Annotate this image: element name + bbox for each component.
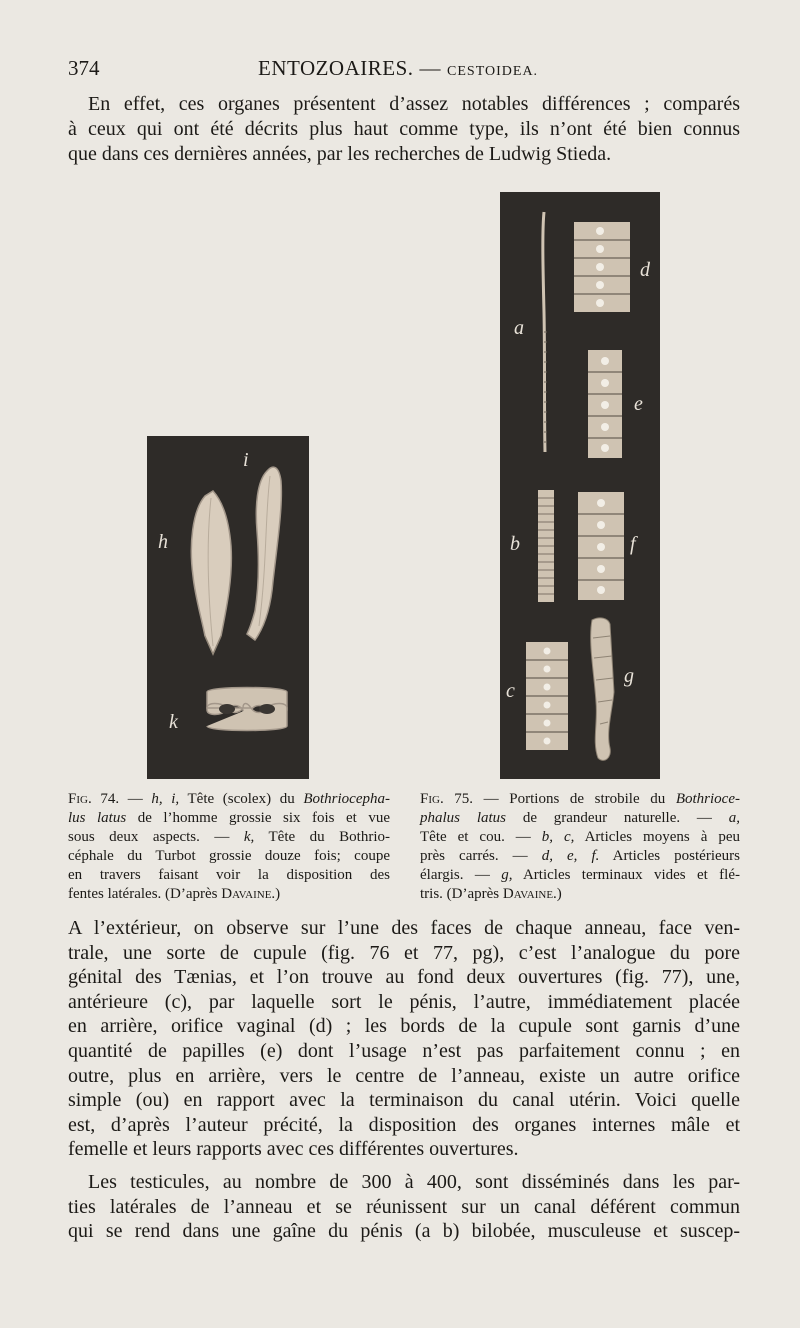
text-line: qui se rend dans une gaîne du pénis (a b) bilobée, musculeuse et suscep-	[68, 1220, 740, 1243]
posterior-segments-e	[588, 350, 622, 458]
label-h: h	[158, 531, 168, 553]
running-title	[258, 56, 538, 81]
label-k: k	[169, 711, 178, 733]
body-paragraph-3	[68, 1170, 740, 1244]
middle-segments-b	[538, 490, 554, 602]
caption-line: Fig. 74. — h, i, Tête (scolex) du Bothriocepha-	[68, 791, 390, 807]
caption-line: sous deux aspects. — k, Tête du Bothrio-	[68, 829, 390, 845]
text-line: à ceux qui ont été décrits plus haut comme type, ils n’ont été bien connus	[68, 118, 740, 140]
body-paragraph-2	[68, 916, 740, 1162]
text-line: génital des Tænias, et l’on trouve au fond deux ouvertures (fig. 77), une,	[68, 966, 740, 989]
posterior-segments-d	[574, 222, 630, 312]
posterior-segments-f	[578, 492, 624, 600]
label-b: b	[510, 533, 520, 555]
caption-line: en travers faisant voir la disposition des	[68, 867, 390, 883]
text-line: A l’extérieur, on observe sur l’une des faces de chaque anneau, face ven-	[68, 917, 740, 939]
caption-line: lus latus de l’homme grossie six fois et vue	[68, 810, 390, 826]
text-line: en arrière, orifice vaginal (d) ; les bords de la cupule sont garnis d’une	[68, 1015, 740, 1038]
caption-line: Tête et cou. — b, c, Articles moyens à peu	[420, 829, 740, 845]
text-line: femelle et leurs rapports avec ces différentes ouvertures.	[68, 1138, 519, 1161]
text-line: trale, une sorte de cupule (fig. 76 et 77, pg), c’est l’analogue du pore	[68, 941, 740, 964]
scolex-side-view	[247, 467, 281, 640]
running-header	[68, 56, 740, 86]
text-line: En effet, ces organes présentent d’assez notables différences ; comparés	[88, 93, 740, 115]
caption-line: près carrés. — d, e, f. Articles postérieurs	[420, 848, 740, 864]
caption-line: élargis. — g, Articles terminaux vides et flé-	[420, 867, 740, 883]
figure-74-plate	[147, 436, 309, 779]
page-number: 374	[68, 56, 100, 80]
label-g: g	[624, 665, 634, 687]
text-line: que dans ces dernières années, par les recherches de Ludwig Stieda.	[68, 143, 612, 165]
label-c: c	[506, 680, 515, 702]
text-line: quantité de papilles (e) dont l’usage n’est pas parfaitement connu ; en	[68, 1039, 740, 1062]
terminal-segments-g	[591, 618, 614, 760]
running-title-main: ENTOZOAIRES.	[258, 56, 414, 80]
caption-line: Fig. 75. — Portions de strobile du Bothrioce-	[420, 791, 740, 807]
cross-section-turbot	[207, 688, 287, 731]
figure-74-caption	[68, 790, 390, 904]
intro-paragraph	[68, 92, 740, 167]
caption-line: phalus latus de grandeur naturelle. — a,	[420, 810, 740, 826]
text-line: outre, plus en arrière, vers le centre de l’anneau, existe un autre orifice	[68, 1064, 740, 1087]
figure-74-illustration	[147, 436, 309, 779]
figure-75-illustration	[500, 192, 660, 779]
running-title-sub: CESTOIDEA.	[447, 64, 539, 79]
running-title-dash: —	[419, 56, 442, 80]
caption-line: tris. (D’après Davaine.)	[420, 886, 562, 902]
scolex-front-view	[191, 491, 231, 654]
label-f: f	[630, 533, 636, 555]
text-line: ties latérales de l’anneau et se réunissent sur un canal déférent commun	[68, 1195, 740, 1218]
figure-75-plate	[500, 192, 660, 779]
middle-segments-c	[526, 642, 568, 750]
label-a: a	[514, 317, 524, 339]
text-line: simple (ou) en rapport avec la terminaison du canal utérin. Voici quelle	[68, 1089, 740, 1112]
label-d: d	[640, 259, 650, 281]
label-i: i	[243, 449, 249, 471]
caption-line: fentes latérales. (D’après Davaine.)	[68, 886, 281, 902]
label-e: e	[634, 393, 643, 415]
text-line: est, d’après l’auteur précité, la disposition des organes internes mâle et	[68, 1113, 740, 1136]
head-and-neck	[543, 212, 547, 452]
text-line: Les testicules, au nombre de 300 à 400, sont disséminés dans les par-	[88, 1171, 740, 1193]
figure-75-caption	[420, 790, 740, 904]
text-line: antérieure (c), par laquelle sort le pénis, l’autre, immédiatement placée	[68, 990, 740, 1013]
caption-line: céphale du Turbot grossie douze fois; coupe	[68, 848, 390, 864]
